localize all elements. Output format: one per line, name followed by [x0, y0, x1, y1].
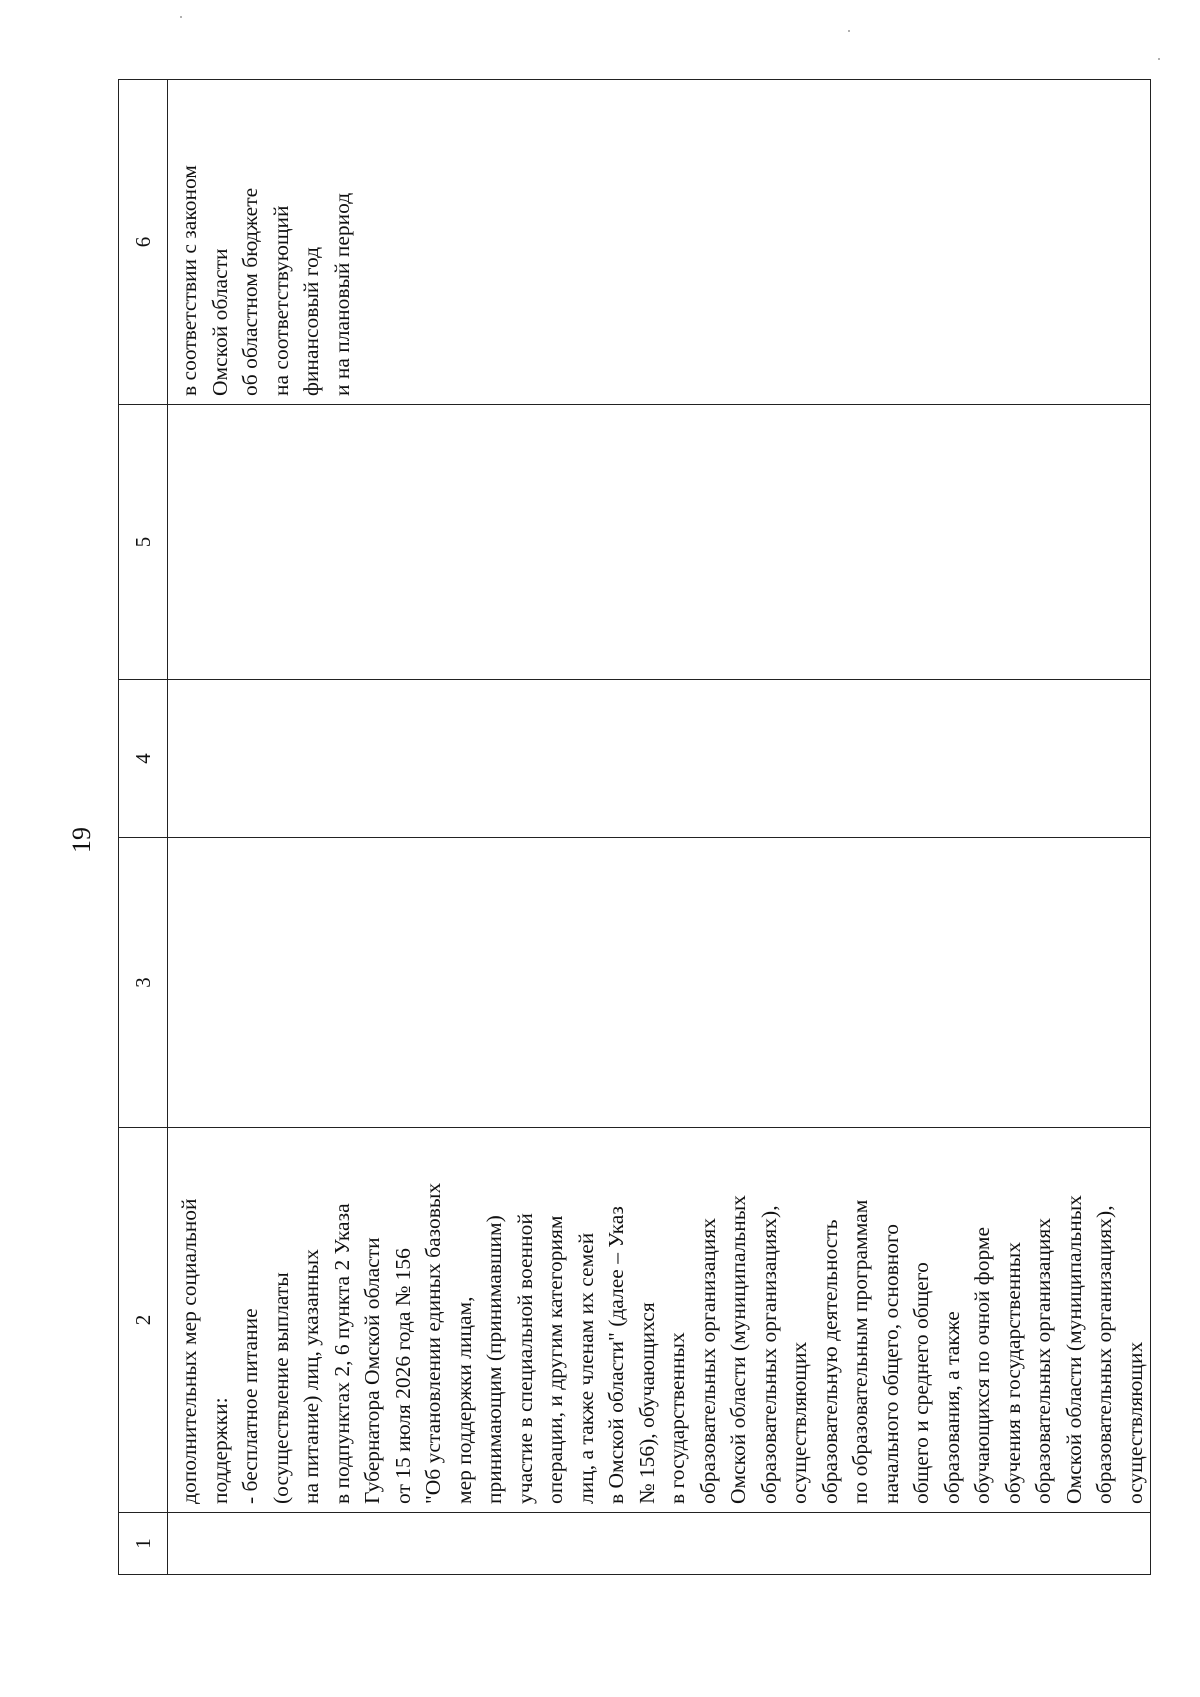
cell-col-6: [168, 80, 1151, 405]
cell-text-line: в соответствии с законом: [177, 165, 201, 396]
cell-text-line: образовательных организациях),: [1092, 1205, 1116, 1504]
cell-text-line: образования, а также: [939, 1311, 964, 1504]
header-col-4: 4: [119, 680, 168, 838]
cell-text-line: поддержки:: [207, 1397, 232, 1504]
cell-text-line: осуществляющих: [787, 1341, 811, 1504]
table-header-row: [119, 80, 168, 1575]
header-col-2: 2: [119, 1128, 168, 1513]
cell-text-line: финансовый год: [299, 246, 323, 396]
cell-col-4: [168, 680, 1151, 838]
cell-text-line: обучения в государственных: [1000, 1242, 1025, 1504]
cell-text-line: - бесплатное питание: [238, 1308, 262, 1504]
cell-text-line: в Омской области" (далее – Указ: [604, 1206, 628, 1504]
scan-speck: [180, 16, 182, 18]
header-col-6: 6: [119, 80, 168, 405]
header-col-3: 3: [119, 838, 168, 1128]
cell-text-line: от 15 июля 2026 года № 156: [390, 1248, 415, 1504]
cell-text-line: № 156), обучающихся: [634, 1302, 659, 1504]
scan-speck: [1158, 58, 1160, 60]
cell-text-line: обучающихся по очной форме: [970, 1226, 994, 1504]
cell-text-line: и на плановый период: [329, 192, 354, 396]
cell-text-line: "Об установлении единых базовых: [421, 1182, 445, 1504]
measure-description: [168, 1128, 1150, 1512]
cell-text-line: (осуществление выплаты: [268, 1272, 293, 1504]
cell-text-line: принимающим (принимавшим): [482, 1215, 506, 1504]
cell-text-line: лиц, а также членам их семей: [573, 1232, 598, 1504]
cell-text-line: по образовательным программам: [848, 1199, 872, 1504]
budget-table: [118, 79, 1151, 1575]
cell-text-line: на питание) лиц, указанных: [299, 1249, 323, 1504]
cell-text-line: в государственных: [665, 1332, 689, 1504]
funding-source: [168, 80, 357, 404]
cell-text-line: участие в специальной военной: [512, 1213, 537, 1504]
cell-text-line: Омской области (муниципальных: [726, 1195, 750, 1504]
table-row: [168, 80, 1151, 1575]
cell-col-2: [168, 1128, 1151, 1513]
cell-text-line: осуществляющих: [1122, 1341, 1147, 1504]
page-number: 19: [67, 827, 96, 853]
header-col-5: 5: [119, 405, 168, 680]
cell-text-line: мер поддержки лицам,: [451, 1296, 476, 1504]
cell-col-3: [168, 838, 1151, 1128]
scan-speck: [848, 30, 850, 32]
header-col-1: 1: [119, 1513, 168, 1575]
cell-col-1: [168, 1513, 1151, 1575]
cell-text-line: Омской области: [207, 248, 232, 396]
cell-text-line: в подпунктах 2, 6 пункта 2 Указа: [329, 1203, 354, 1504]
cell-text-line: об областном бюджете: [238, 187, 262, 396]
cell-text-line: образовательных организациях: [1031, 1217, 1055, 1504]
cell-text-line: образовательных организациях: [695, 1217, 720, 1504]
cell-text-line: общего и среднего общего: [909, 1262, 933, 1504]
table-container: [118, 80, 1147, 1575]
cell-col-5: [168, 405, 1151, 680]
cell-text-line: начального общего, основного: [878, 1223, 903, 1504]
cell-text-line: операции, и другим категориям: [543, 1215, 567, 1504]
cell-text-line: образовательную деятельность: [817, 1219, 842, 1504]
cell-text-line: на соответствующий: [268, 205, 293, 396]
cell-text-line: образовательных организациях),: [756, 1205, 781, 1504]
table-rotated: [118, 80, 1147, 1575]
cell-text-line: дополнительных мер социальной: [177, 1198, 201, 1504]
cell-text-line: Губернатора Омской области: [360, 1237, 384, 1504]
cell-text-line: Омской области (муниципальных: [1061, 1195, 1086, 1504]
